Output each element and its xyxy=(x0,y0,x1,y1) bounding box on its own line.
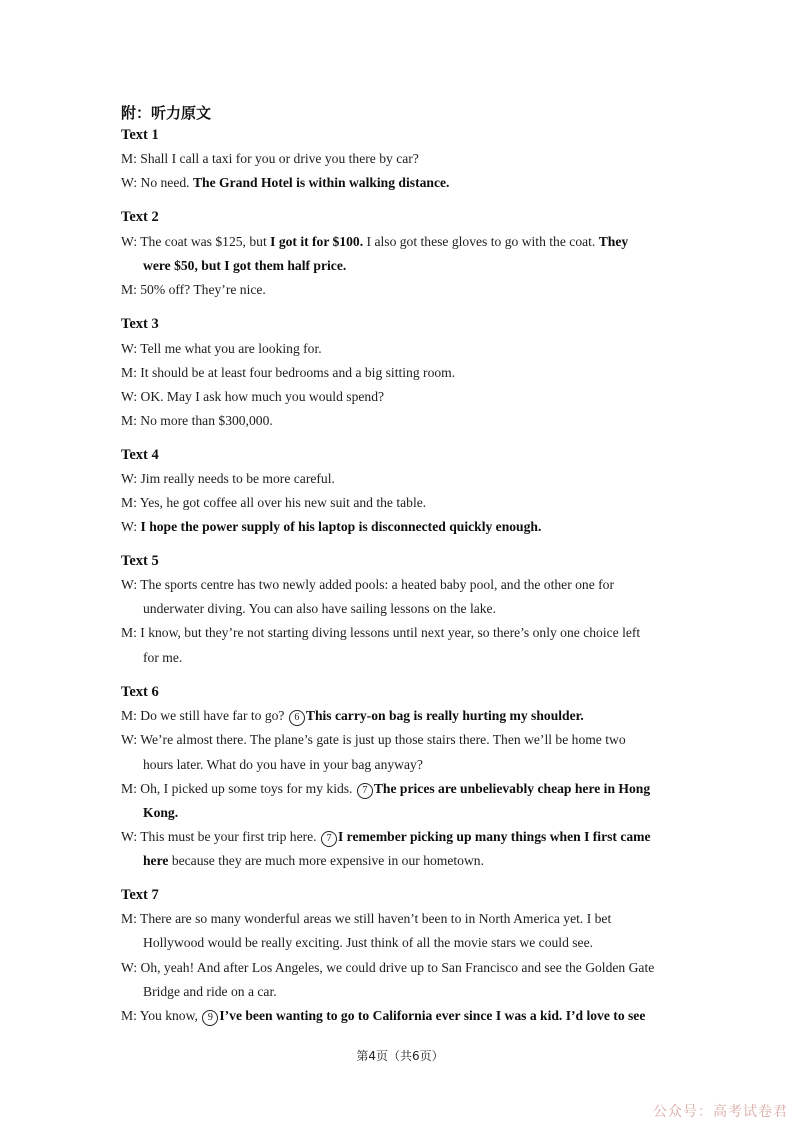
text-6-title: Text 6 xyxy=(121,684,159,700)
text-2-line-1 xyxy=(121,234,681,250)
watermark: 公众号：高考试卷君 xyxy=(653,1104,788,1120)
text-6-line-2: W: We’re almost there. The plane’s gate is just up those stairs there. Then we’ll be home two xyxy=(121,732,626,747)
text-5-title: Text 5 xyxy=(121,553,159,569)
speaker-text: W: No need. xyxy=(121,175,193,190)
question-number-marker: 7 xyxy=(357,783,373,799)
text-7-line-4: Bridge and ride on a car. xyxy=(143,984,277,999)
text-7-title: Text 7 xyxy=(121,887,159,903)
key-answer: I hope the power supply of his laptop is disconnected quickly enough. xyxy=(140,519,542,534)
text-1-line-2 xyxy=(121,175,681,191)
text-5-line-2: underwater diving. You can also have sailing lessons on the lake. xyxy=(143,601,496,616)
speaker-text: W: xyxy=(121,519,141,534)
speaker-text: W: This must be your first trip here. xyxy=(121,829,320,844)
speaker-text: W: The coat was $125, but xyxy=(121,234,271,249)
page-number: 第4页（共6页） xyxy=(356,1049,444,1063)
question-number-marker: 7 xyxy=(321,831,337,847)
text-6-line-7 xyxy=(143,853,703,869)
text-7-line-1: M: There are so many wonderful areas we still haven’t been to in North America yet. I bet xyxy=(121,911,612,926)
key-answer: I remember picking up many things when I first came xyxy=(337,829,651,844)
text-7-line-3: W: Oh, yeah! And after Los Angeles, we could drive up to San Francisco and see the Golden Gate xyxy=(121,960,655,975)
text-2-title: Text 2 xyxy=(121,209,159,225)
transcript-heading: 附：听力原文 xyxy=(121,104,212,122)
text-4-line-3 xyxy=(121,519,681,535)
key-answer: They xyxy=(598,234,629,249)
question-number-marker: 6 xyxy=(289,710,305,726)
key-answer: here xyxy=(143,853,169,868)
key-answer: I got it for $100. xyxy=(270,234,364,249)
text-1-title: Text 1 xyxy=(121,127,159,143)
text-4-line-2: M: Yes, he got coffee all over his new suit and the table. xyxy=(121,495,427,510)
text-3-line-4: M: No more than $300,000. xyxy=(121,413,273,428)
text-6-line-6 xyxy=(121,829,681,847)
text-7-line-2: Hollywood would be really exciting. Just think of all the movie stars we could see. xyxy=(143,935,594,950)
text-3-line-3: W: OK. May I ask how much you would spend? xyxy=(121,389,385,404)
text-5-line-1: W: The sports centre has two newly added pools: a heated baby pool, and the other one for xyxy=(121,577,615,592)
text-5-line-3: M: I know, but they’re not starting diving lessons until next year, so there’s only one choice left xyxy=(121,625,641,640)
key-answer: The Grand Hotel is within walking distance. xyxy=(192,175,450,190)
text-5-line-4: for me. xyxy=(143,650,183,665)
text-4-title: Text 4 xyxy=(121,447,159,463)
text-6-line-4 xyxy=(121,781,681,799)
text-3-title: Text 3 xyxy=(121,316,159,332)
key-answer: This carry-on bag is really hurting my shoulder. xyxy=(305,708,584,723)
key-answer: I’ve been wanting to go to California ever since I was a kid. I’d love to see xyxy=(219,1008,646,1023)
speaker-text: M: Do we still have far to go? xyxy=(121,708,288,723)
key-answer: The prices are unbelievably cheap here in Hong xyxy=(373,781,651,796)
speaker-text: M: Oh, I picked up some toys for my kids. xyxy=(121,781,356,796)
question-number-marker: 9 xyxy=(202,1010,218,1026)
text-3-line-2: M: It should be at least four bedrooms and a big sitting room. xyxy=(121,365,456,380)
speaker-text: M: You know, xyxy=(121,1008,202,1023)
speaker-text: because they are much more expensive in our hometown. xyxy=(168,853,484,868)
text-2-line-2: were $50, but I got them half price. xyxy=(143,258,347,273)
text-6-line-1 xyxy=(121,708,681,726)
text-6-line-5: Kong. xyxy=(143,805,179,820)
text-1-line-1: M: Shall I call a taxi for you or drive you there by car? xyxy=(121,151,419,166)
speaker-text: I also got these gloves to go with the coat. xyxy=(363,234,599,249)
text-2-line-3: M: 50% off? They’re nice. xyxy=(121,282,266,297)
text-6-line-3: hours later. What do you have in your bag anyway? xyxy=(143,757,423,772)
text-3-line-1: W: Tell me what you are looking for. xyxy=(121,341,322,356)
text-7-line-5 xyxy=(121,1008,681,1026)
text-4-line-1: W: Jim really needs to be more careful. xyxy=(121,471,335,486)
